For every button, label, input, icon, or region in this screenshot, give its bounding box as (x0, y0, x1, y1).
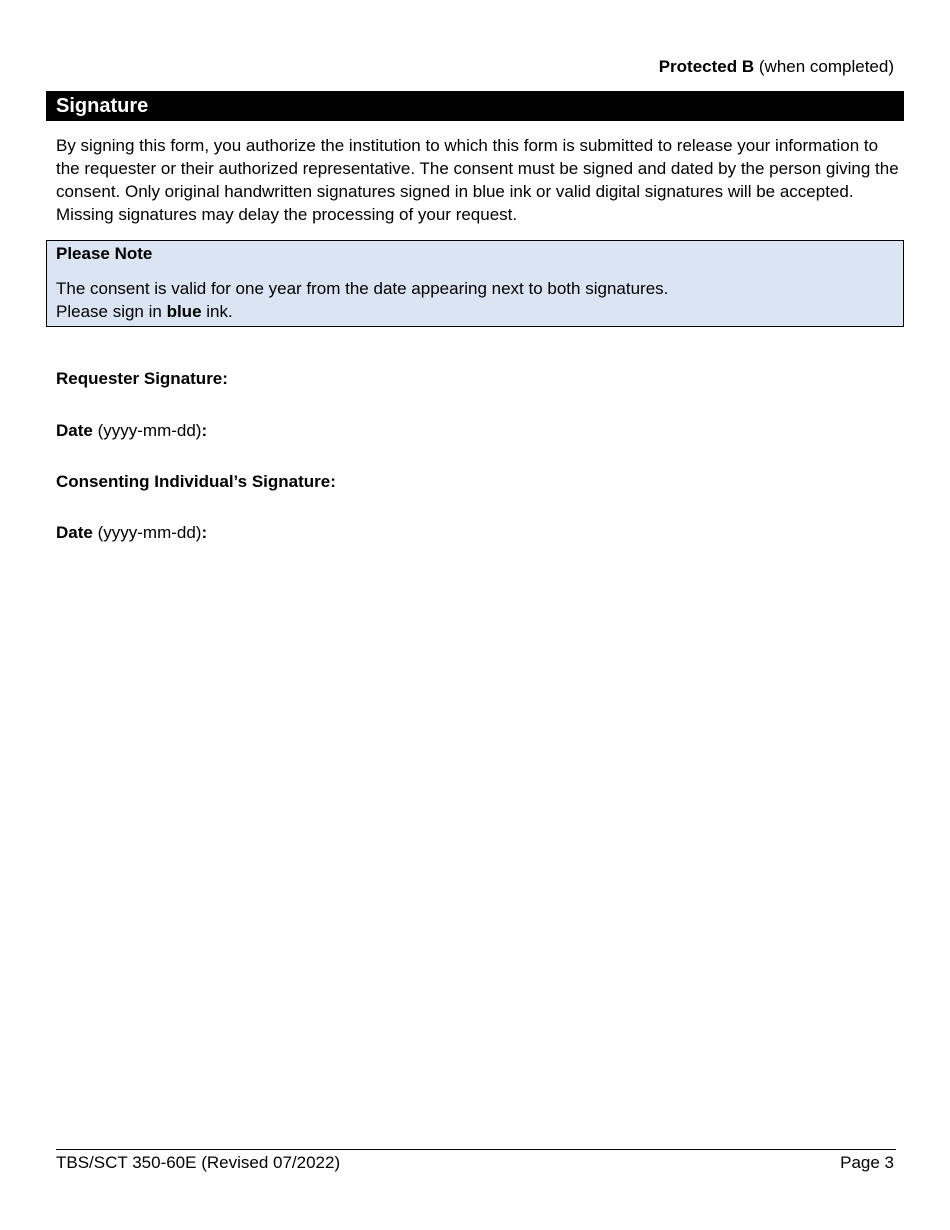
intro-paragraph: By signing this form, you authorize the institution to which this form is submitted to release your information to the requester or their authorized representative. The consent must be signed and dated by the person giving the consent. Only original handwritten signatures signed in blue ink or valid digital signatures will be accepted. Missing signatures may delay the processing of your request. (56, 136, 899, 224)
note-text (56, 277, 894, 323)
requester-signature-field[interactable] (56, 369, 228, 389)
consenting-signature-label: Consenting Individual’s Signature: (56, 472, 336, 491)
consenting-date-field[interactable] (56, 523, 207, 543)
consenting-signature-field[interactable] (56, 472, 336, 492)
requester-date-format: (yyyy-mm-dd) (97, 421, 202, 440)
protection-marking (659, 57, 894, 77)
protection-level: Protected B (658, 57, 755, 76)
note-line-2-bold: blue (166, 302, 202, 321)
protection-note: (when completed) (758, 57, 894, 76)
consenting-date-colon: : (201, 523, 208, 542)
requester-date-field[interactable] (56, 421, 207, 441)
requester-signature-label: Requester Signature: (56, 369, 228, 388)
consenting-date-format: (yyyy-mm-dd) (97, 523, 202, 542)
note-line-1: The consent is valid for one year from the date appearing next to both signatures. (56, 279, 669, 298)
note-line-2-suffix: ink. (201, 302, 233, 321)
consenting-date-label: Date (56, 523, 93, 542)
requester-date-label: Date (56, 421, 93, 440)
footer-divider (56, 1149, 896, 1150)
footer-form-id: TBS/SCT 350-60E (Revised 07/2022) (56, 1153, 341, 1172)
footer-page-number: Page 3 (840, 1153, 894, 1172)
note-box (46, 240, 904, 327)
note-title: Please Note (56, 244, 153, 263)
section-title: Signature (46, 91, 904, 121)
note-line-2-prefix: Please sign in (56, 302, 167, 321)
requester-date-colon: : (201, 421, 208, 440)
